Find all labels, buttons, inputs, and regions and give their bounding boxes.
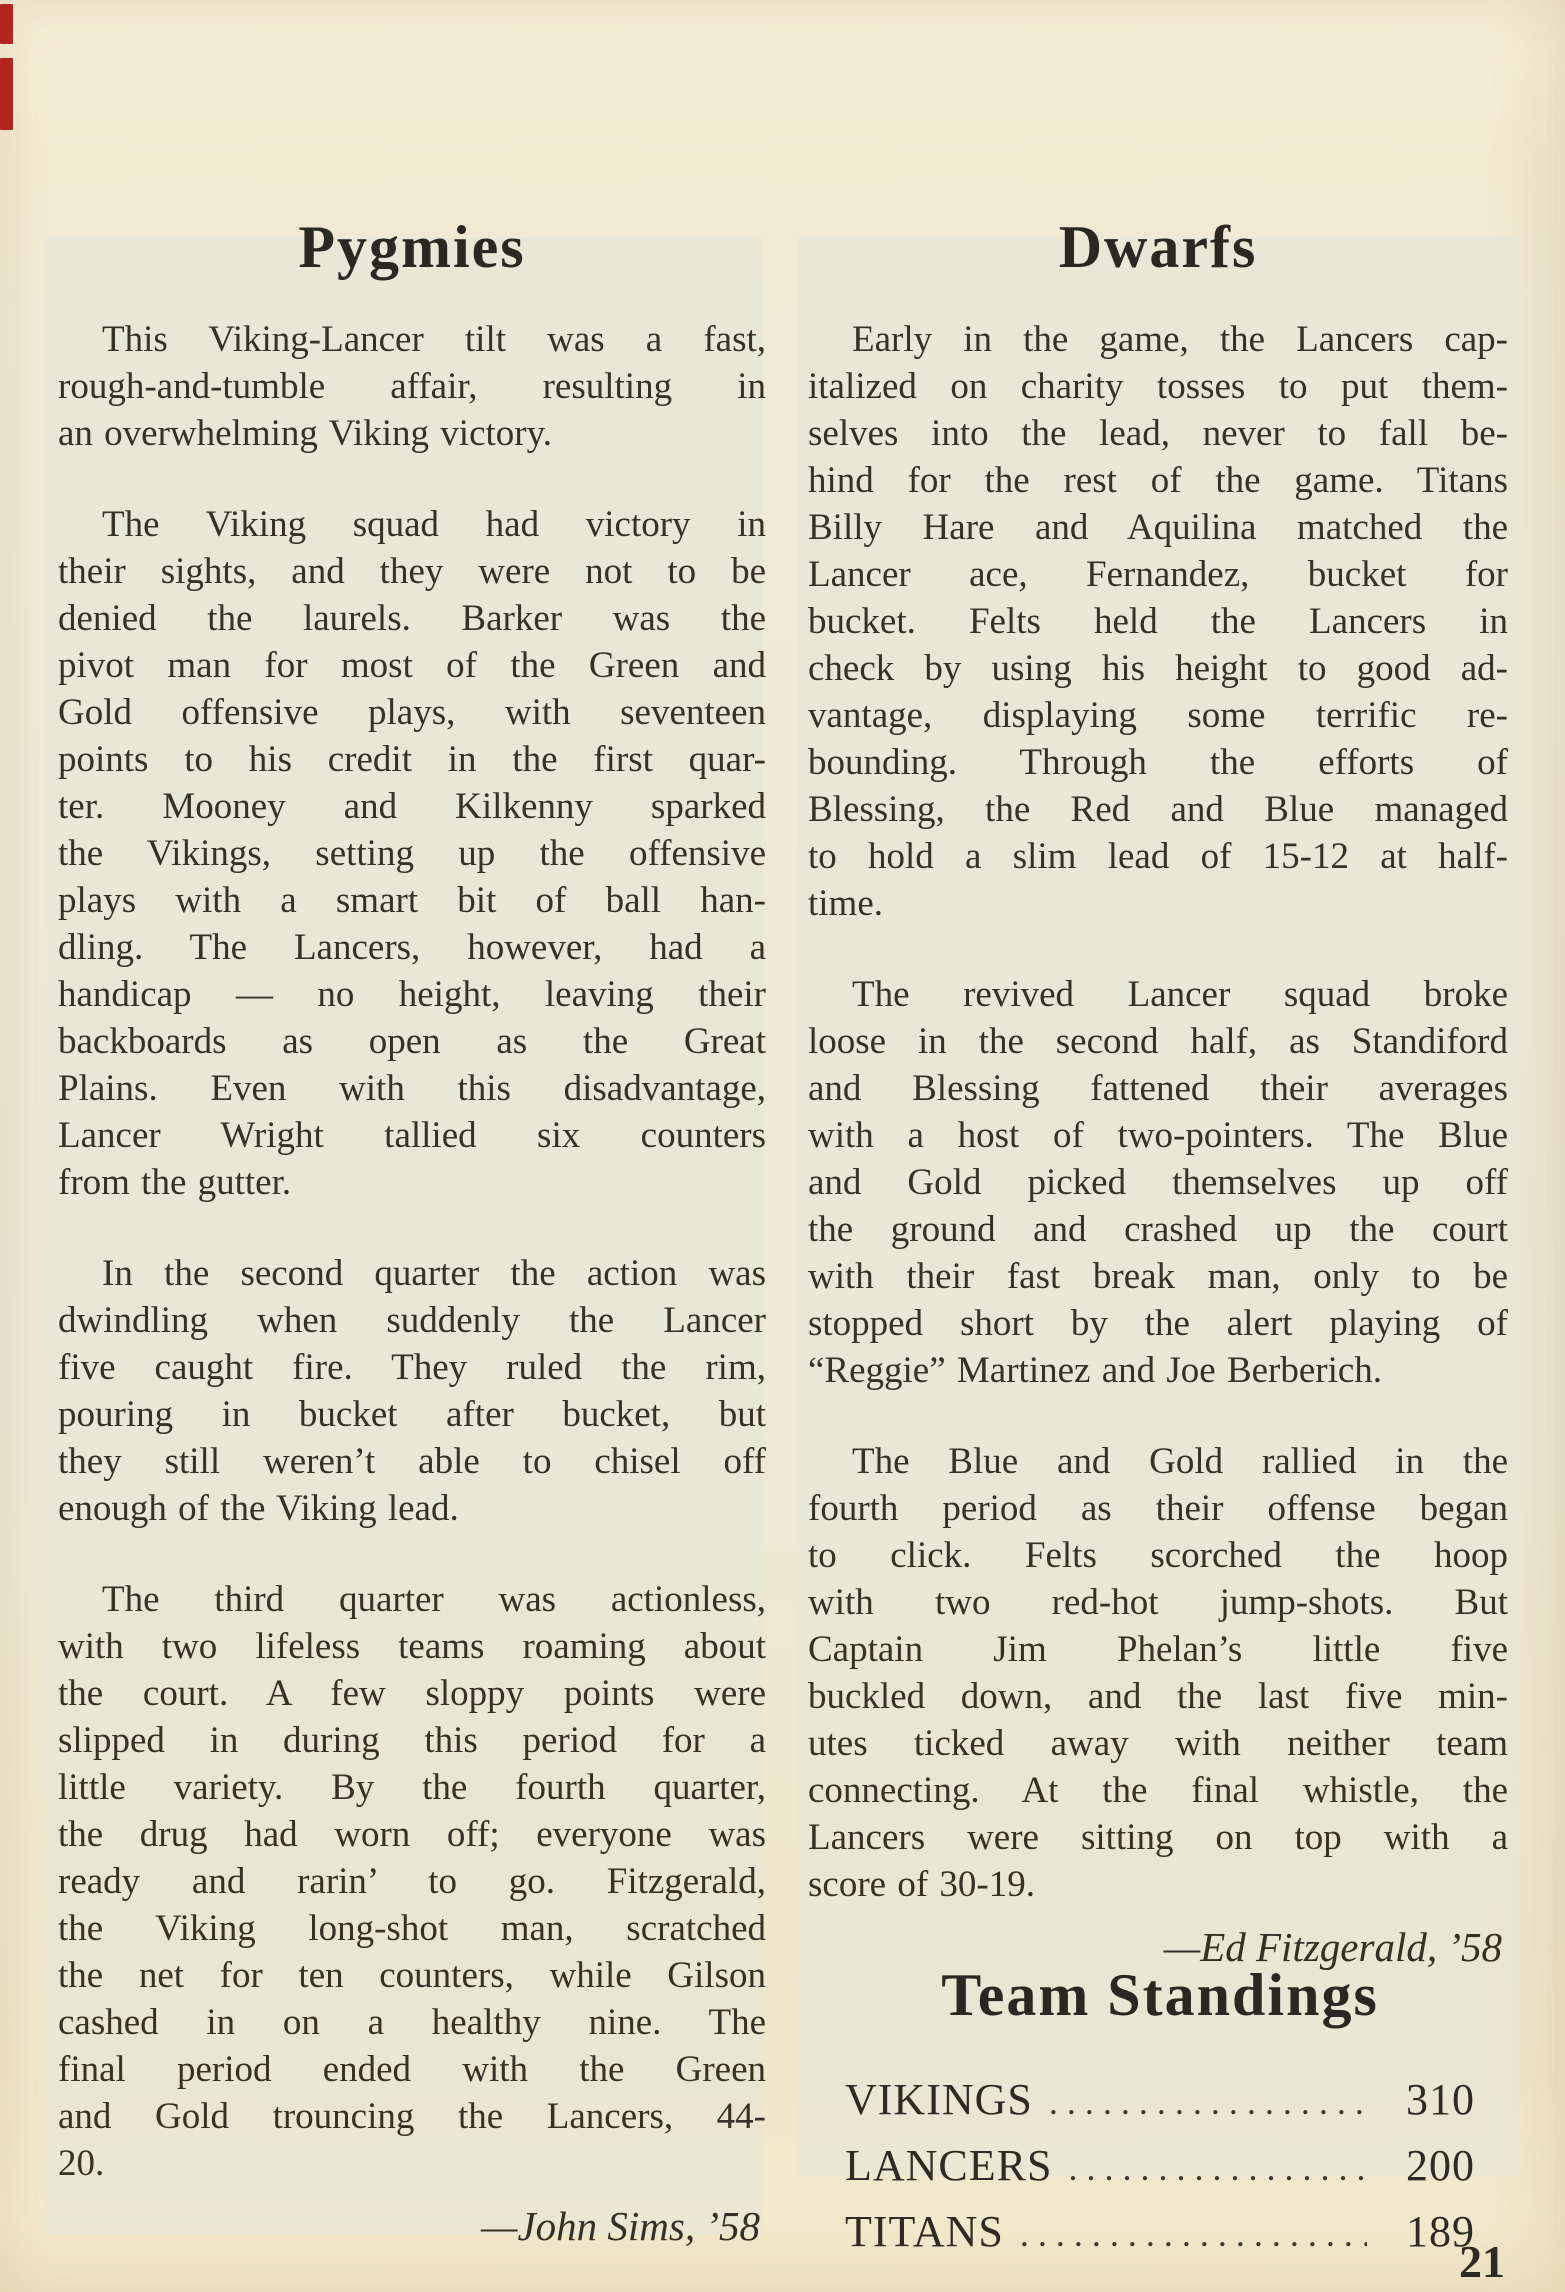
article-body-pygmies: [58, 316, 766, 2187]
text-line: pivot man for most of the Green and: [58, 645, 766, 686]
paragraph: [58, 1576, 766, 2187]
team-points: 189: [1406, 2207, 1475, 2256]
text-line: The Blue and Gold rallied in the: [852, 1441, 1508, 1482]
text-line: stopped short by the alert playing of: [808, 1303, 1508, 1344]
text-line: hind for the rest of the game. Titans: [808, 460, 1508, 501]
dot-leader: [1020, 2202, 1367, 2266]
text-line: slipped in during this period for a: [58, 1720, 766, 1761]
text-line: and Gold picked themselves up off: [808, 1162, 1508, 1203]
text-line: their sights, and they were not to be: [58, 551, 766, 592]
text-line: “Reggie” Martinez and Joe Berberich.: [808, 1350, 1383, 1391]
byline-pygmies: —John Sims, ’58: [480, 2203, 760, 2249]
article-dwarfs: [808, 212, 1508, 1971]
text-line: dling. The Lancers, however, had a: [58, 927, 766, 968]
paragraph: [58, 316, 766, 457]
text-line: the net for ten counters, while Gilson: [58, 1955, 766, 1996]
text-line: an overwhelming Viking victory.: [58, 413, 552, 454]
text-line: and Blessing fattened their averages: [808, 1068, 1508, 1109]
paragraph: [58, 501, 766, 1206]
team-name: VIKINGS: [845, 2075, 1033, 2124]
text-line: vantage, displaying some terrific re-: [808, 695, 1508, 736]
text-line: connecting. At the final whistle, the: [808, 1770, 1508, 1811]
text-line: rough-and-tumble affair, resulting in: [58, 366, 766, 407]
text-line: This Viking-Lancer tilt was a fast,: [102, 319, 766, 360]
text-line: cashed in on a healthy nine. The: [58, 2002, 766, 2043]
text-line: plays with a smart bit of ball han-: [58, 880, 766, 921]
text-line: utes ticked away with neither team: [808, 1723, 1508, 1764]
red-edge-mark: [0, 4, 13, 44]
text-line: Early in the game, the Lancers cap-: [852, 319, 1508, 360]
text-line: The revived Lancer squad broke: [852, 974, 1508, 1015]
text-line: dwindling when suddenly the Lancer: [58, 1300, 766, 1341]
text-line: handicap — no height, leaving their: [58, 974, 766, 1015]
text-line: buckled down, and the last five min-: [808, 1676, 1508, 1717]
text-line: final period ended with the Green: [58, 2049, 766, 2090]
paragraph: [808, 971, 1508, 1394]
text-line: Blessing, the Red and Blue managed: [808, 789, 1508, 830]
page-number: 21: [1459, 2236, 1505, 2287]
text-line: time.: [808, 883, 884, 924]
standings-row: [845, 2200, 1475, 2266]
text-line: score of 30-19.: [808, 1864, 1035, 1905]
article-body-dwarfs: [808, 316, 1508, 1908]
article-title-dwarfs: Dwarfs: [1058, 214, 1258, 280]
text-line: ter. Mooney and Kilkenny sparked: [58, 786, 766, 827]
dot-leader: [1049, 2070, 1367, 2134]
text-line: with a host of two-pointers. The Blue: [808, 1115, 1508, 1156]
text-line: bucket. Felts held the Lancers in: [808, 601, 1508, 642]
paragraph: [808, 316, 1508, 927]
standings-row: [845, 2068, 1475, 2134]
standings-rows: [845, 2068, 1475, 2266]
text-line: The Viking squad had victory in: [102, 504, 766, 545]
text-line: bounding. Through the efforts of: [808, 742, 1508, 783]
text-line: fourth period as their offense began: [808, 1488, 1508, 1529]
text-line: loose in the second half, as Standiford: [808, 1021, 1508, 1062]
text-line: with their fast break man, only to be: [808, 1256, 1508, 1297]
text-line: Lancer ace, Fernandez, bucket for: [808, 554, 1508, 595]
text-line: with two red-hot jump-shots. But: [808, 1582, 1508, 1623]
byline-dwarfs: —Ed Fitzgerald, ’58: [1163, 1924, 1502, 1970]
text-line: backboards as open as the Great: [58, 1021, 766, 1062]
text-line: to hold a slim lead of 15-12 at half-: [808, 836, 1508, 877]
text-line: little variety. By the fourth quarter,: [58, 1767, 766, 1808]
paragraph: [808, 1438, 1508, 1908]
text-line: Captain Jim Phelan’s little five: [808, 1629, 1508, 1670]
text-line: from the gutter.: [58, 1162, 292, 1203]
text-line: they still weren’t able to chisel off: [58, 1441, 766, 1482]
text-line: Lancers were sitting on top with a: [808, 1817, 1508, 1858]
text-line: the Viking long-shot man, scratched: [58, 1908, 766, 1949]
text-line: the drug had worn off; everyone was: [58, 1814, 766, 1855]
text-line: ready and rarin’ to go. Fitzgerald,: [58, 1861, 766, 1902]
text-line: denied the laurels. Barker was the: [58, 598, 766, 639]
paragraph: [58, 1250, 766, 1532]
team-points: 310: [1406, 2075, 1475, 2124]
text-line: In the second quarter the action was: [102, 1253, 766, 1294]
team-standings: [845, 1962, 1475, 2266]
text-line: enough of the Viking lead.: [58, 1488, 459, 1529]
text-line: the ground and crashed up the court: [808, 1209, 1508, 1250]
text-line: italized on charity tosses to put them-: [808, 366, 1508, 407]
team-points: 200: [1406, 2141, 1475, 2190]
dot-leader: [1068, 2136, 1367, 2200]
team-name: LANCERS: [845, 2141, 1053, 2190]
red-edge-mark: [0, 58, 13, 130]
text-line: Plains. Even with this disadvantage,: [58, 1068, 766, 1109]
article-pygmies: [58, 212, 766, 2250]
text-line: pouring in bucket after bucket, but: [58, 1394, 766, 1435]
team-name: TITANS: [845, 2207, 1004, 2256]
text-line: the Vikings, setting up the offensive: [58, 833, 766, 874]
text-line: Billy Hare and Aquilina matched the: [808, 507, 1508, 548]
text-line: 20.: [58, 2143, 105, 2184]
text-line: Gold offensive plays, with seventeen: [58, 692, 766, 733]
text-line: to click. Felts scorched the hoop: [808, 1535, 1508, 1576]
standings-row: [845, 2134, 1475, 2200]
text-line: with two lifeless teams roaming about: [58, 1626, 766, 1667]
text-line: The third quarter was actionless,: [102, 1579, 766, 1620]
text-line: five caught fire. They ruled the rim,: [58, 1347, 766, 1388]
text-line: selves into the lead, never to fall be-: [808, 413, 1508, 454]
article-title-pygmies: Pygmies: [298, 214, 526, 280]
text-line: check by using his height to good ad-: [808, 648, 1508, 689]
standings-title: Team Standings: [941, 1962, 1379, 2028]
text-line: the court. A few sloppy points were: [58, 1673, 766, 1714]
text-line: and Gold trouncing the Lancers, 44-: [58, 2096, 766, 2137]
text-line: points to his credit in the first quar-: [58, 739, 766, 780]
text-line: Lancer Wright tallied six counters: [58, 1115, 766, 1156]
